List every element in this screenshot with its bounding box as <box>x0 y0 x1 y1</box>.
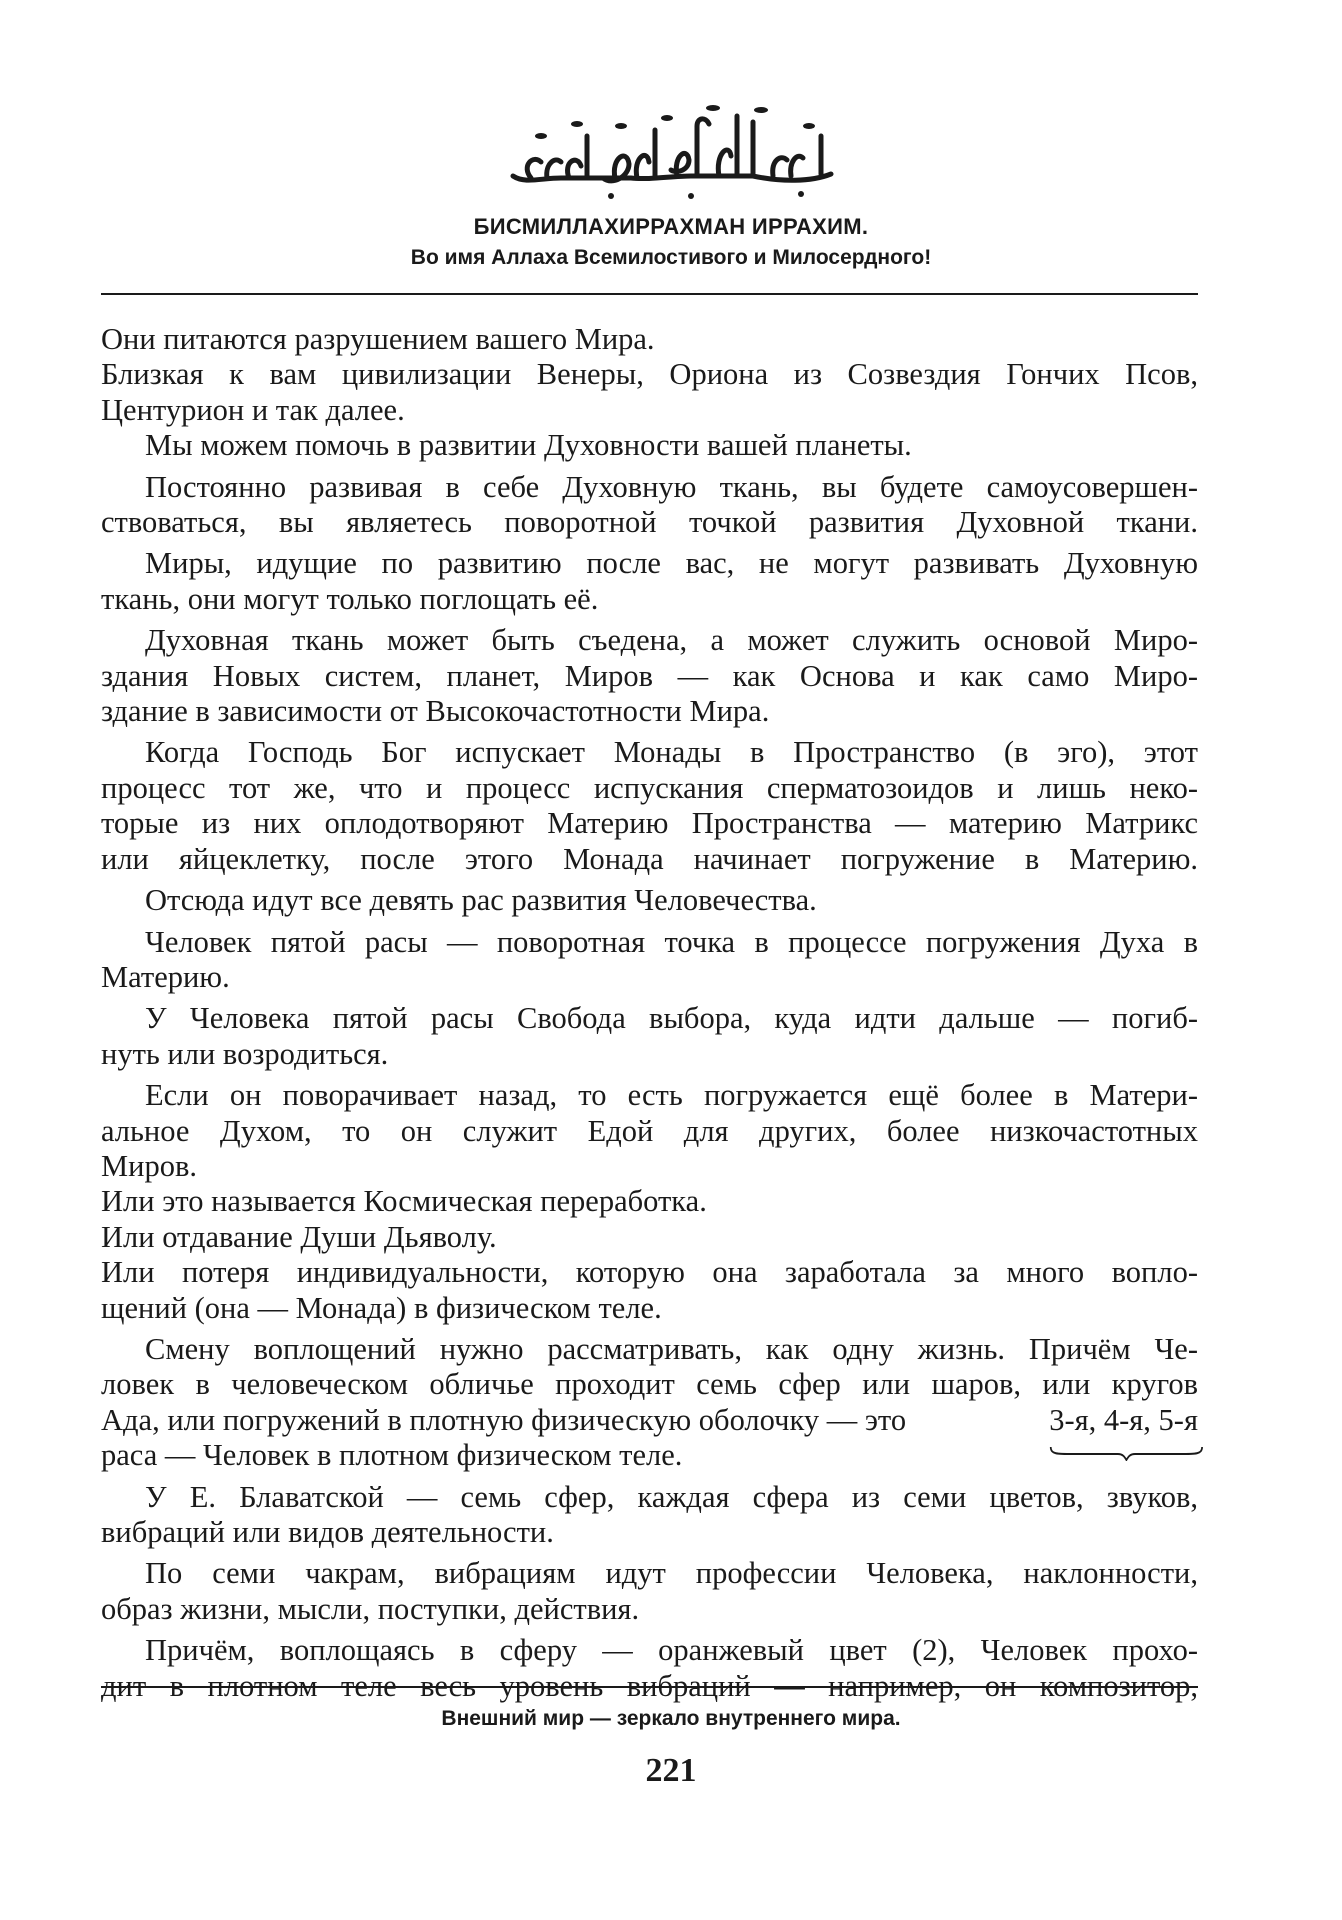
text-line: Причём, воплощаясь в сферу — оранжевый цвет (2), Человек прохо- <box>145 1633 1198 1668</box>
text-line: ловек в человеческом обличье проходит семь сфер или шаров, или кругов <box>101 1367 1198 1402</box>
text-line: раса — Человек в плотном физическом теле. <box>101 1438 683 1473</box>
footer-motto: Внешний мир — зеркало внутреннего мира. <box>441 1707 901 1730</box>
text-line: Мы можем помочь в развитии Духовности вашей планеты. <box>145 428 912 463</box>
underbraced-text <box>1049 1403 1198 1438</box>
header-subtitle: Во имя Аллаха Всемилостивого и Милосердного! <box>410 246 932 269</box>
text-line: Постоянно развивая в себе Духовную ткань, вы будете самоусовершен- <box>145 469 1198 504</box>
underbraced-text-label: 3-я, 4-я, 5-я <box>1049 1402 1198 1437</box>
text-line: торые из них оплодотворяют Материю Пространства — материю Матрикс <box>101 806 1198 841</box>
footer-divider <box>101 1686 1198 1688</box>
text-line: Смену воплощений нужно рассматривать, как одну жизнь. Причём Че- <box>145 1331 1198 1366</box>
text-line: Человек пятой расы — поворотная точка в процессе погружения Духа в <box>145 924 1198 959</box>
text-line: По семи чакрам, вибрациям идут профессии Человека, наклонности, <box>145 1556 1198 1591</box>
text-line: Миров. <box>101 1148 197 1183</box>
text-line: Они питаются разрушением вашего Мира. <box>101 322 655 356</box>
text-line: Или это называется Космическая переработка. <box>101 1184 707 1219</box>
header-title: БИСМИЛЛАХИРРАХМАН ИРРАХИМ. <box>473 214 869 239</box>
body-text <box>101 322 1198 1704</box>
text-line: Центурион и так далее. <box>101 392 405 427</box>
bismillah-calligraphy <box>0 96 1342 206</box>
text-line-part: Ада, или погружений в плотную физическую оболочку — это <box>101 1402 907 1437</box>
header-divider <box>101 293 1198 295</box>
text-line: ткань, они могут только поглощать её. <box>101 581 599 616</box>
text-line: здание в зависимости от Высокочастотности Мира. <box>101 694 770 729</box>
text-line <box>101 1403 1198 1438</box>
text-line: Миры, идущие по развитию после вас, не могут развивать Духовную <box>145 546 1198 581</box>
text-line: или яйцеклетку, после этого Монада начинает погружение в Материю. <box>101 841 1198 876</box>
text-line: Отсюда идут все девять рас развития Человечества. <box>145 883 817 918</box>
text-line: дит в плотном теле весь уровень вибраций — например, он композитор, <box>101 1668 1198 1703</box>
text-line: альное Духом, то он служит Едой для других, более низкочастотных <box>101 1113 1198 1148</box>
text-line: ствоваться, вы являетесь поворотной точкой развития Духовной ткани. <box>101 505 1198 540</box>
text-line: Или потеря индивидуальности, которую она заработала за много вопло- <box>101 1255 1198 1290</box>
text-line: здания Новых систем, планет, Миров — как Основа и как само Миро- <box>101 658 1198 693</box>
text-line: Близкая к вам цивилизации Венеры, Ориона из Созвездия Гончих Псов, <box>101 357 1198 392</box>
text-line: нуть или возродиться. <box>101 1036 389 1071</box>
text-line: Духовная ткань может быть съедена, а может служить основой Миро- <box>145 623 1198 658</box>
text-line: Или отдавание Души Дьяволу. <box>101 1219 497 1254</box>
text-line: Когда Господь Бог испускает Монады в Пространство (в эго), этот <box>145 735 1198 770</box>
page-number: 221 <box>645 1752 697 1789</box>
text-line: У Человека пятой расы Свобода выбора, куда идти дальше — погиб- <box>145 1001 1198 1036</box>
text-line: Если он поворачивает назад, то есть погружается ещё более в Матери- <box>145 1078 1198 1113</box>
text-line: Материю. <box>101 959 230 994</box>
text-line: щений (она — Монада) в физическом теле. <box>101 1290 662 1325</box>
arabic-calligraphy-icon <box>491 96 851 206</box>
curly-brace-icon <box>1049 1434 1204 1450</box>
text-line: вибраций или видов деятельности. <box>101 1515 554 1549</box>
text-line: процесс тот же, что и процесс испускания сперматозоидов и лишь неко- <box>101 770 1198 805</box>
text-line: У Е. Блаватской — семь сфер, каждая сфера из семи цветов, звуков, <box>145 1479 1198 1514</box>
text-line: образ жизни, мысли, поступки, действия. <box>101 1591 640 1626</box>
